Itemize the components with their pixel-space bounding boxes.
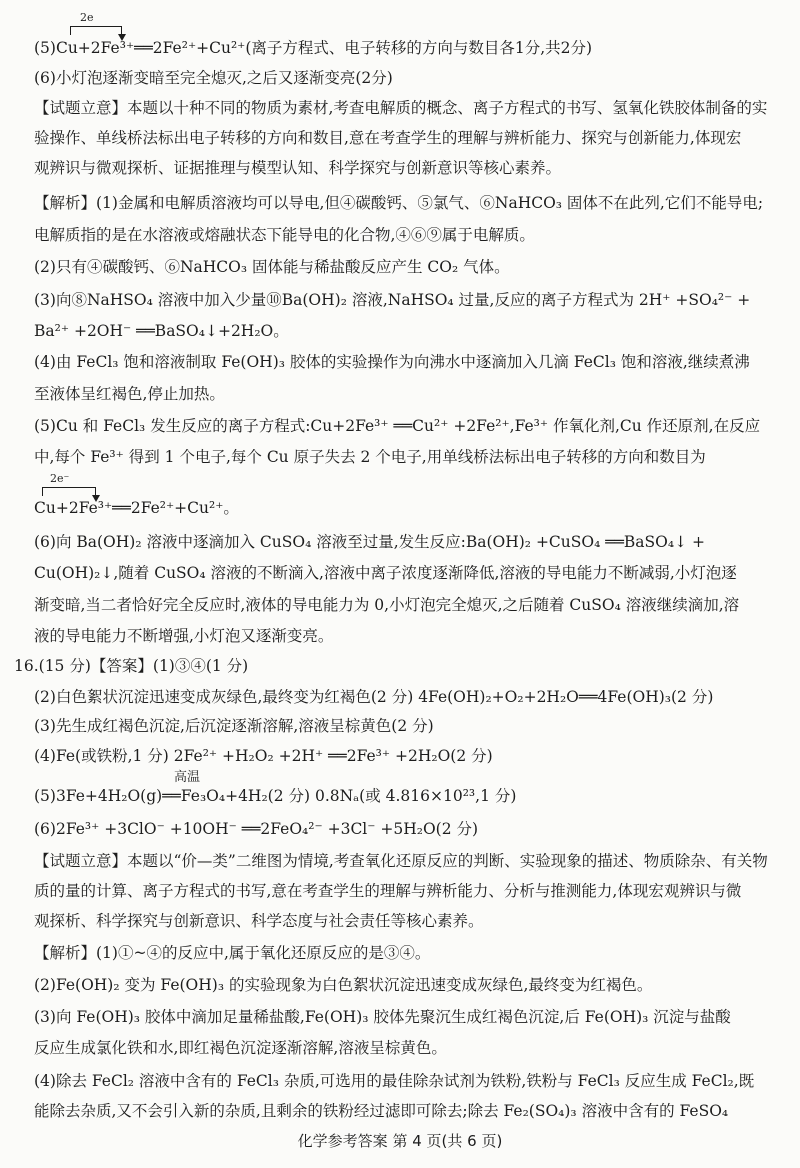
text-line: (3)先生成红褐色沉淀,后沉淀逐渐溶解,溶液呈棕黄色(2 分) xyxy=(34,717,434,735)
text-line: 【试题立意】本题以十种不同的物质为素材,考查电解质的概念、离子方程式的书写、氢氧化铁胶体制备的实 xyxy=(34,99,768,117)
text-line: (6)小灯泡逐渐变暗至完全熄灭,之后又逐渐变亮(2分) xyxy=(34,69,393,87)
text-line: (5)Cu+2Fe³⁺══2Fe²⁺+Cu²⁺(离子方程式、电子转移的方向与数目各1分,共2分) xyxy=(34,39,593,57)
text-line: (5)3Fe+4H₂O(g)══Fe₃O₄+4H₂(2 分) 0.8Nₐ(或 4.816×10²³,1 分) xyxy=(34,787,517,805)
electron-transfer-arrow xyxy=(42,487,96,496)
text-line: 能除去杂质,又不会引入新的杂质,且剩余的铁粉经过滤即可除去;除去 Fe₂(SO₄)₃ 溶液中含有的 FeSO₄ xyxy=(34,1102,729,1120)
text-line: 电解质指的是在水溶液或熔融状态下能导电的化合物,④⑥⑨属于电解质。 xyxy=(34,226,535,244)
text-line: 【解析】(1)金属和电解质溶液均可以导电,但④碳酸钙、⑤氯气、⑥NaHCO₃ 固体不在此列,它们不能导电; xyxy=(34,194,764,212)
text-line: 观探析、科学探究与创新意识、科学态度与社会责任等核心素养。 xyxy=(34,912,484,930)
text-line: (4)Fe(或铁粉,1 分) 2Fe²⁺ +H₂O₂ +2H⁺ ══2Fe³⁺ +2H₂O(2 分) xyxy=(34,747,493,765)
text-line: 16.(15 分)【答案】(1)③④(1 分) xyxy=(14,657,249,675)
text-line: Cu+2Fe³⁺══2Fe²⁺+Cu²⁺。 xyxy=(34,499,239,517)
text-line: (6)向 Ba(OH)₂ 溶液中逐滴加入 CuSO₄ 溶液至过量,发生反应:Ba(OH)₂ +CuSO₄ ══BaSO₄↓ + xyxy=(34,533,705,551)
text-line: 观辨识与微观探析、证据推理与模型认知、科学探究与创新意识等核心素养。 xyxy=(34,159,562,177)
text-line: 渐变暗,当二者恰好完全反应时,液体的导电能力为 0,小灯泡完全熄灭,之后随着 CuSO₄ 溶液继续滴加,溶 xyxy=(34,596,740,614)
text-line: (2)白色絮状沉淀迅速变成灰绿色,最终变为红褐色(2 分) 4Fe(OH)₂+O₂+2H₂O══4Fe(OH)₃(2 分) xyxy=(34,688,714,706)
text-line: (4)除去 FeCl₂ 溶液中含有的 FeCl₃ 杂质,可选用的最佳除杂试剂为铁粉,铁粉与 FeCl₃ 反应生成 FeCl₂,既 xyxy=(34,1072,755,1090)
text-line: (5)Cu 和 FeCl₃ 发生反应的离子方程式:Cu+2Fe³⁺ ══Cu²⁺ +2Fe²⁺,Fe³⁺ 作氧化剂,Cu 作还原剂,在反应 xyxy=(34,417,761,435)
text-line: 液的导电能力不断增强,小灯泡又逐渐变亮。 xyxy=(34,627,334,645)
electron-transfer-arrow xyxy=(70,26,122,35)
text-line: 验操作、单线桥法标出电子转移的方向和数目,意在考查学生的理解与辨析能力、探究与创新能力,体现宏 xyxy=(34,129,742,147)
text-line: 质的量的计算、离子方程式的书写,意在考查学生的理解与辨析能力、分析与推测能力,体现宏观辨识与微 xyxy=(34,882,742,900)
text-line: (6)2Fe³⁺ +3ClO⁻ +10OH⁻ ══2FeO₄²⁻ +3Cl⁻ +5H₂O(2 分) xyxy=(34,820,479,838)
text-line: 中,每个 Fe³⁺ 得到 1 个电子,每个 Cu 原子失去 2 个电子,用单线桥法标出电子转移的方向和数目为 xyxy=(34,448,706,466)
text-line: 至液体呈红褐色,停止加热。 xyxy=(34,385,225,403)
reaction-condition: 高温 xyxy=(174,770,201,785)
text-line: Cu(OH)₂↓,随着 CuSO₄ 溶液的不断滴入,溶液中离子浓度逐渐降低,溶液的导电能力不断减弱,小灯泡逐 xyxy=(34,564,737,582)
text-line: (3)向⑧NaHSO₄ 溶液中加入少量⑩Ba(OH)₂ 溶液,NaHSO₄ 过量,反应的离子方程式为 2H⁺ +SO₄²⁻ + xyxy=(34,291,751,309)
text-line: Ba²⁺ +2OH⁻ ══BaSO₄↓+2H₂O。 xyxy=(34,322,289,340)
text-line: 【解析】(1)①~④的反应中,属于氧化还原反应的是③④。 xyxy=(34,944,431,962)
electron-label: 2e⁻ xyxy=(50,472,70,485)
text-line: (4)由 FeCl₃ 饱和溶液制取 Fe(OH)₃ 胶体的实验操作为向沸水中逐滴加入几滴 FeCl₃ 饱和溶液,继续煮沸 xyxy=(34,353,750,371)
text-line: 反应生成氯化铁和水,即红褐色沉淀逐渐溶解,溶液呈棕黄色。 xyxy=(34,1039,447,1057)
text-line: (2)Fe(OH)₂ 变为 Fe(OH)₃ 的实验现象为白色絮状沉淀迅速变成灰绿色,最终变为红褐色。 xyxy=(34,976,653,994)
text-line: (3)向 Fe(OH)₃ 胶体中滴加足量稀盐酸,Fe(OH)₃ 胶体先聚沉生成红褐色沉淀,后 Fe(OH)₃ 沉淀与盐酸 xyxy=(34,1008,731,1026)
text-line: 【试题立意】本题以“价—类”二维图为情境,考查氧化还原反应的判断、实验现象的描述、物质除杂、有关物 xyxy=(34,852,768,870)
electron-label: 2e xyxy=(80,11,94,24)
text-line: (2)只有④碳酸钙、⑥NaHCO₃ 固体能与稀盐酸反应产生 CO₂ 气体。 xyxy=(34,258,510,276)
page-footer: 化学参考答案 第 4 页(共 6 页) xyxy=(297,1132,503,1150)
